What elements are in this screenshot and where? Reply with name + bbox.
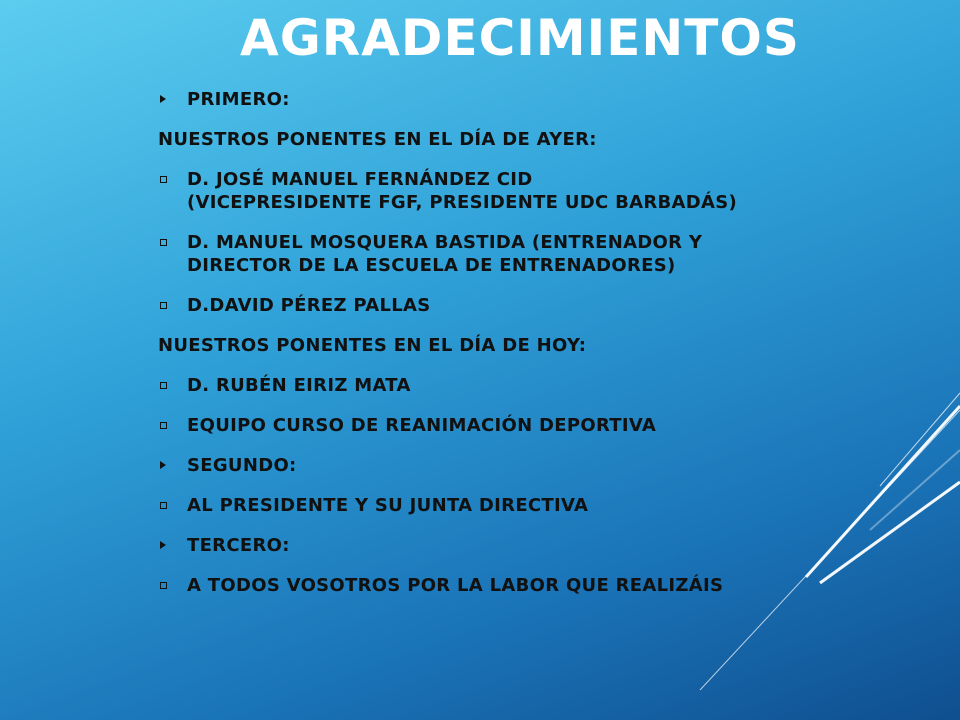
list-item-text: D. RUBÉN EIRIZ MATA [187,375,411,396]
list-item-text: PRIMERO: [187,89,290,110]
slide-title: AGRADECIMIENTOS [240,9,800,67]
decor-line [880,393,960,486]
decor-line [820,482,960,583]
decor-line [700,410,960,690]
list-item-text: AL PRESIDENTE Y SU JUNTA DIRECTIVA [187,495,589,516]
list-item-text-continued: (VICEPRESIDENTE FGF, PRESIDENTE UDC BARBADÁS) [187,192,738,213]
list-item-text: TERCERO: [187,535,290,556]
section-heading-text: NUESTROS PONENTES EN EL DÍA DE AYER: [158,129,597,150]
section-heading-text: NUESTROS PONENTES EN EL DÍA DE HOY: [158,335,587,356]
list-item-text: D. MANUEL MOSQUERA BASTIDA (ENTRENADOR Y [187,232,703,253]
list-item-text: A TODOS VOSOTROS POR LA LABOR QUE REALIZÁIS [187,575,724,596]
list-item-text: SEGUNDO: [187,455,297,476]
list-item-text-continued: DIRECTOR DE LA ESCUELA DE ENTRENADORES) [187,255,676,276]
list-item-text: D. JOSÉ MANUEL FERNÁNDEZ CID [187,169,533,190]
list-item-text: D.DAVID PÉREZ PALLAS [187,295,431,316]
list-item-text: EQUIPO CURSO DE REANIMACIÓN DEPORTIVA [187,415,657,436]
